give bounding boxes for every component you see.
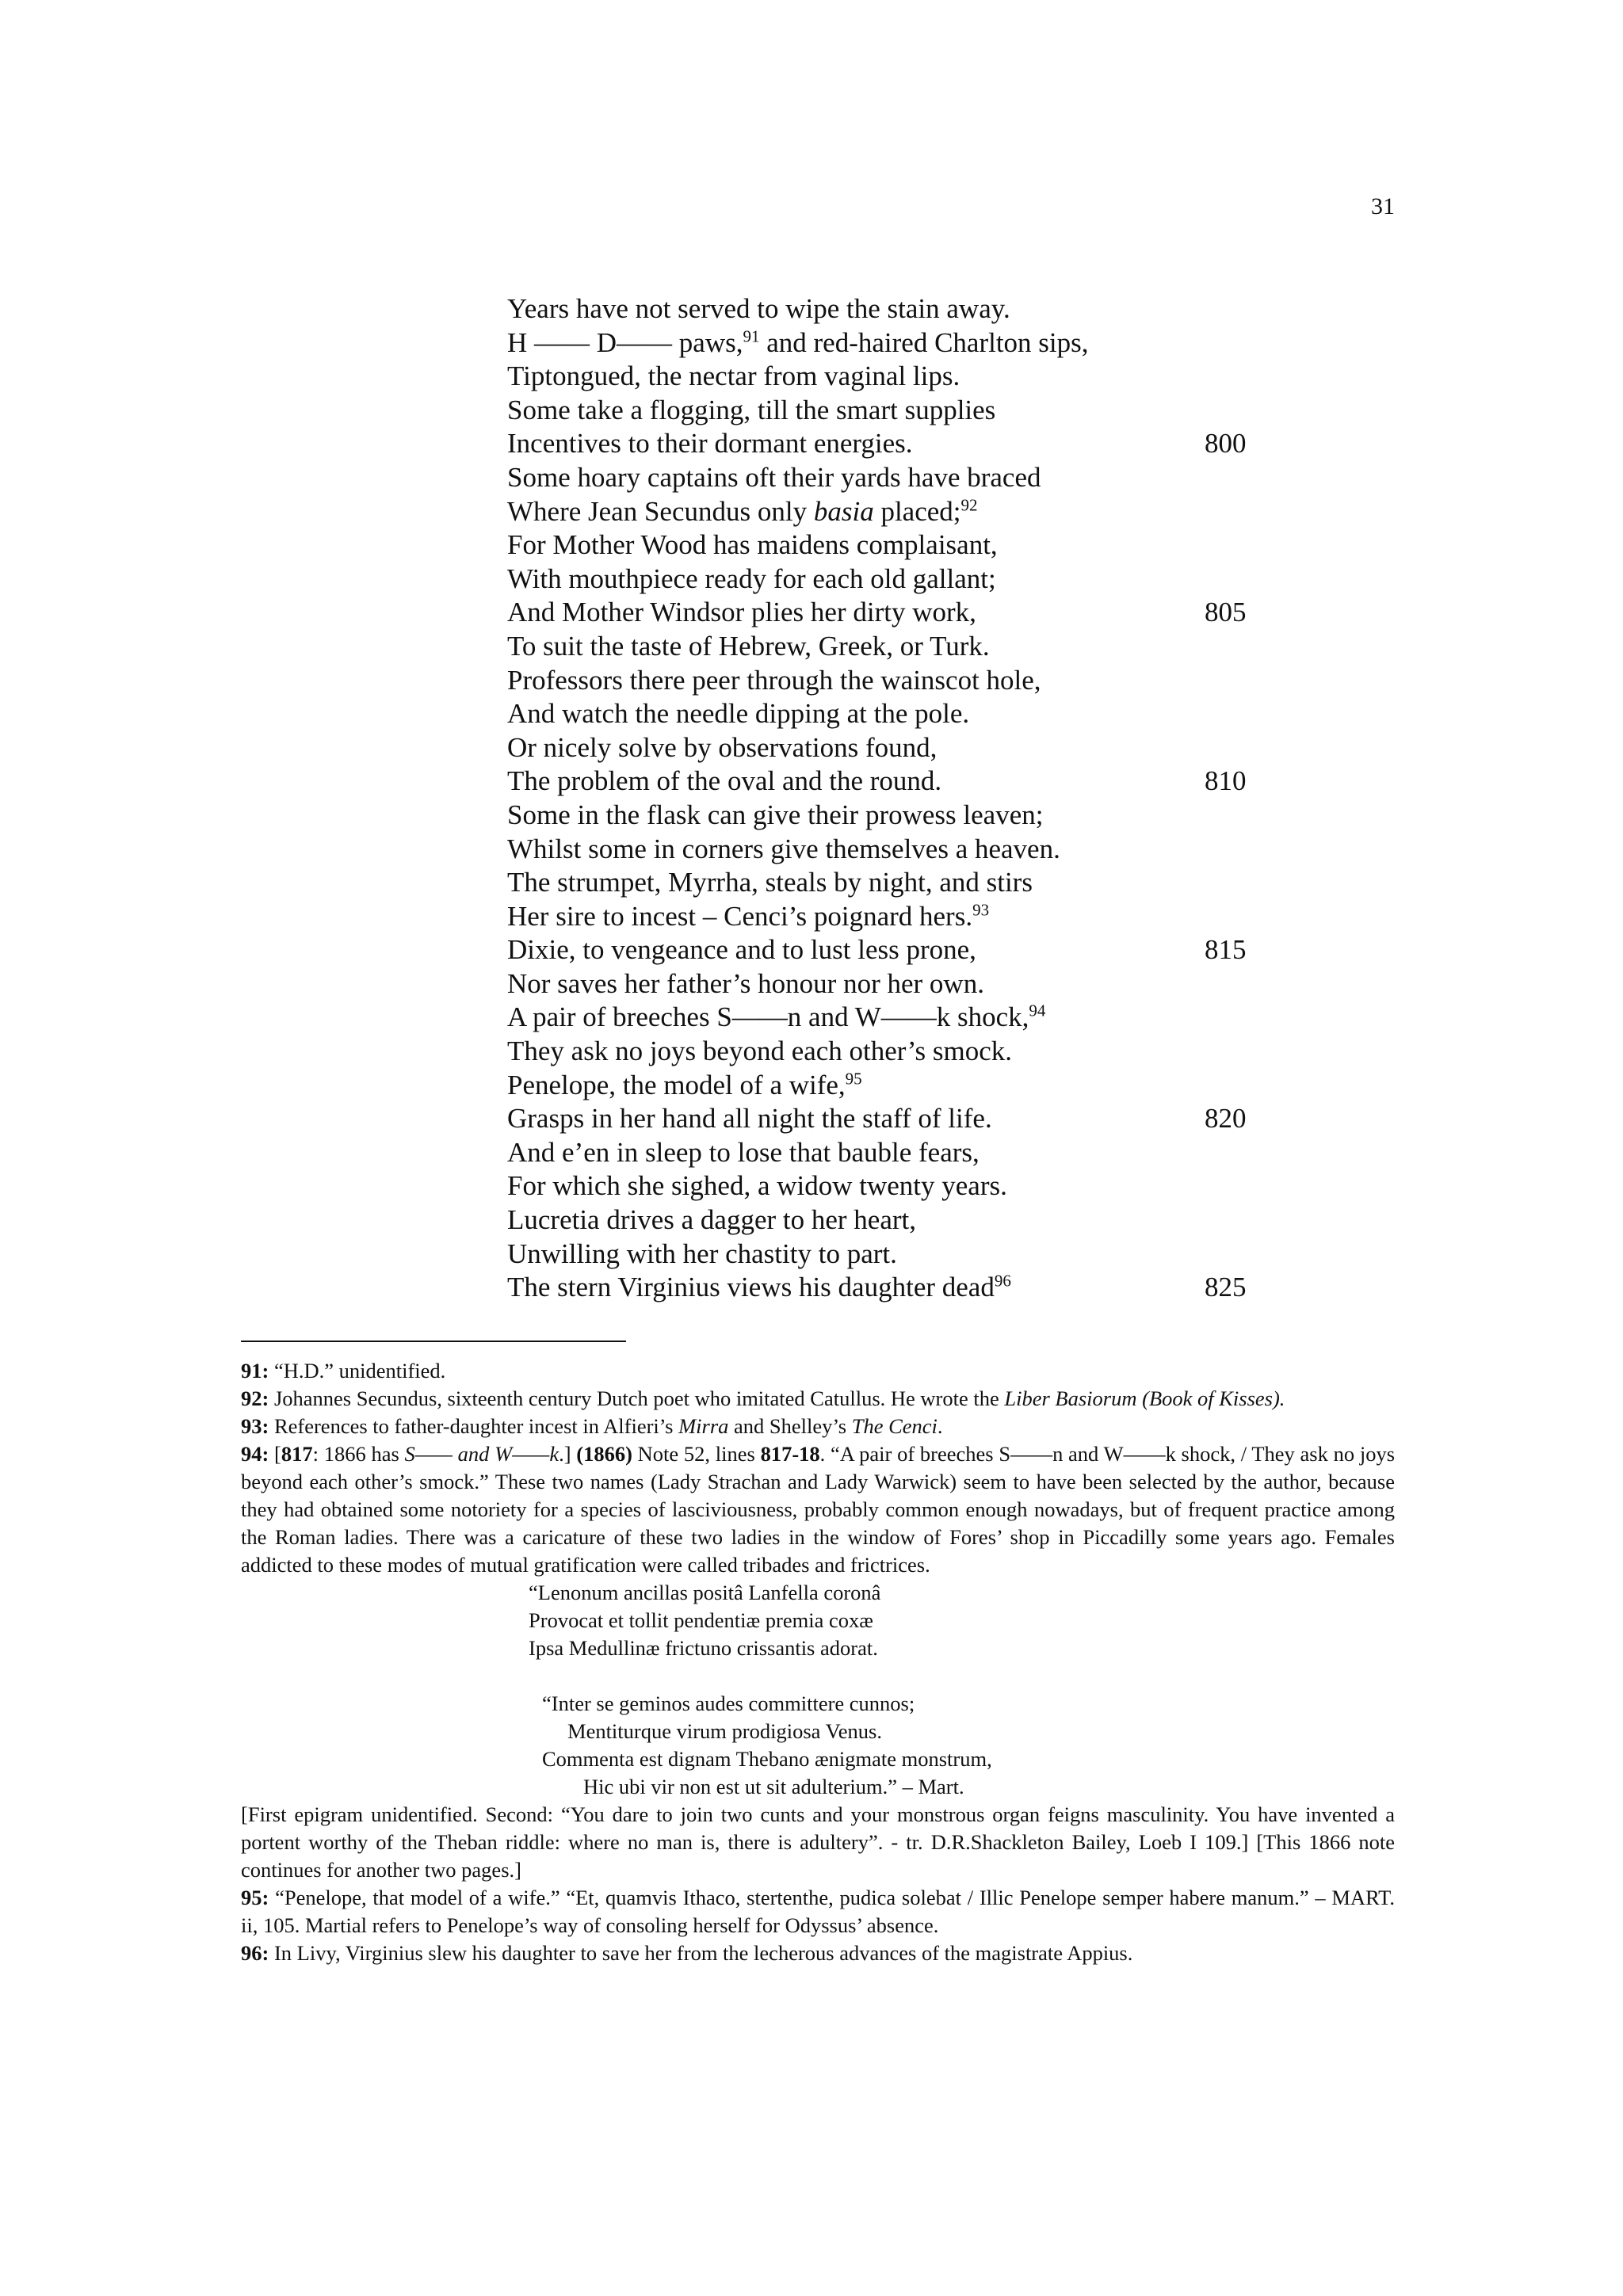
poem-line-text: Grasps in her hand all night the staff of life. <box>507 1103 992 1135</box>
footnote-96 <box>241 1939 1395 1967</box>
poem-line <box>507 967 1300 1001</box>
poem-line-text: Or nicely solve by observations found, <box>507 731 938 763</box>
poem-line-text: For Mother Wood has maidens complaisant, <box>507 529 998 561</box>
footnote-label: 91: <box>241 1359 269 1383</box>
poem-line-text: They ask no joys beyond each other’s smock. <box>507 1035 1012 1067</box>
poem-line <box>507 833 1300 867</box>
poem-line <box>507 900 1300 934</box>
poem-line <box>507 563 1300 597</box>
footnote-text: Johannes Secundus, sixteenth century Dutch poet who imitated Catullus. He wrote the <box>269 1386 1005 1410</box>
footnote-text: “H.D.” unidentified. <box>269 1359 446 1383</box>
poem-line-text: The strumpet, Myrrha, steals by night, and stirs <box>507 867 1033 898</box>
poem-text <box>507 292 1300 1305</box>
poem-line <box>507 933 1300 967</box>
footnote-text: : 1866 has <box>312 1442 405 1466</box>
footnote-ref-92: 92 <box>960 494 978 514</box>
latin-verse-quote-1 <box>529 1579 1395 1662</box>
poem-line-text: Some in the flask can give their prowess leaven; <box>507 799 1044 830</box>
poem-line-text: And watch the needle dipping at the pole. <box>507 698 970 730</box>
footnote-ref-94: 94 <box>1029 1001 1046 1020</box>
footnote-text: References to father-daughter incest in Alfieri’s <box>269 1414 679 1438</box>
footnote-text: .] <box>559 1442 577 1466</box>
verse-line: “Lenonum ancillas positâ Lanfella coronâ <box>529 1581 881 1604</box>
poem-line <box>507 799 1300 833</box>
poem-line-italic: basia <box>813 495 874 527</box>
footnote-label: 93: <box>241 1414 269 1438</box>
poem-line <box>507 697 1300 731</box>
poem-line <box>507 292 1300 326</box>
poem-line <box>507 1035 1300 1069</box>
footnote-ref-95: 95 <box>845 1069 862 1088</box>
poem-line-text: Penelope, the model of a wife, <box>507 1069 846 1100</box>
footnote-bold: 817-18 <box>760 1442 820 1466</box>
poem-line <box>507 1238 1300 1272</box>
line-number: 805 <box>1205 597 1247 628</box>
footnote-ref-96: 96 <box>994 1271 1011 1291</box>
poem-line-text: For which she sighed, a widow twenty years. <box>507 1170 1007 1202</box>
footnote-italic: S—— and W——k <box>404 1442 559 1466</box>
footnote-bold: (1866) <box>576 1442 632 1466</box>
poem-line-text: To suit the taste of Hebrew, Greek, or Turk. <box>507 630 990 662</box>
poem-line-text: The problem of the oval and the round. <box>507 765 942 797</box>
footnote-93 <box>241 1413 1395 1440</box>
poem-line <box>507 664 1300 698</box>
poem-line-text: And e’en in sleep to lose that bauble fears, <box>507 1136 980 1168</box>
poem-line-text: placed; <box>873 495 961 527</box>
poem-line-text: Years have not served to wipe the stain away. <box>507 293 1010 324</box>
footnote-text: and Shelley’s <box>728 1414 852 1438</box>
line-number: 820 <box>1205 1103 1247 1135</box>
verse-line: Ipsa Medullinæ frictuno crissantis adorat. <box>529 1636 878 1660</box>
footnote-94-continuation: [First epigram unidentified. Second: “You dare to join two cunts and your monstrous organ feigns masculinity. You have invented a portent worthy of the Theban riddle: where no man is, there is adultery”. - tr. D.R.Shackleton Bailey, Loeb I 109.] [This 1866 note continues for another two pages.] <box>241 1802 1395 1882</box>
poem-line <box>507 1001 1300 1035</box>
footnote-92 <box>241 1385 1395 1413</box>
footnote-95 <box>241 1884 1395 1939</box>
poem-line <box>507 731 1300 765</box>
poem-line-text: Whilst some in corners give themselves a heaven. <box>507 833 1060 864</box>
poem-line <box>507 596 1300 630</box>
footnote-label: 96: <box>241 1941 269 1965</box>
verse-line: Provocat et tollit pendentiæ premia coxæ <box>529 1608 873 1632</box>
line-number: 810 <box>1205 765 1247 797</box>
poem-line-text: The stern Virginius views his daughter dead <box>507 1272 995 1303</box>
poem-line <box>507 427 1300 461</box>
footnote-91 <box>241 1357 1395 1385</box>
footnote-text: . <box>937 1414 943 1438</box>
poem-line <box>507 394 1300 428</box>
poem-line-text: Some hoary captains oft their yards have braced <box>507 461 1041 493</box>
poem-line <box>507 630 1300 664</box>
poem-line <box>507 461 1300 495</box>
poem-line-text: Lucretia drives a dagger to her heart, <box>507 1204 916 1236</box>
poem-line-text: and red-haired Charlton sips, <box>759 326 1089 358</box>
footnote-italic: The Cenci <box>851 1414 938 1438</box>
poem-line <box>507 866 1300 900</box>
poem-line <box>507 326 1300 360</box>
poem-line-text: And Mother Windsor plies her dirty work, <box>507 597 976 628</box>
poem-line <box>507 1102 1300 1136</box>
poem-line-text: Incentives to their dormant energies. <box>507 428 913 460</box>
poem-line <box>507 360 1300 394</box>
footnote-text: [ <box>269 1442 281 1466</box>
latin-verse-quote-2 <box>241 1690 1395 1801</box>
poem-line-text: Unwilling with her chastity to part. <box>507 1238 897 1269</box>
poem-line <box>507 495 1300 529</box>
poem-line <box>507 1169 1300 1203</box>
footnote-label: 92: <box>241 1386 269 1410</box>
poem-line-text: H —— D—— paws, <box>507 326 743 358</box>
footnote-ref-91: 91 <box>743 326 760 345</box>
poem-line <box>507 528 1300 563</box>
poem-line <box>507 1271 1300 1305</box>
verse-line: Hic ubi vir non est ut sit adulterium.” – Mart. <box>583 1775 964 1798</box>
poem-line-text: Where Jean Secundus only <box>507 495 814 527</box>
footnote-separator <box>241 1341 626 1342</box>
poem-line-text: Some take a flogging, till the smart supplies <box>507 394 996 425</box>
poem-line <box>507 765 1300 799</box>
footnote-ref-93: 93 <box>972 900 990 920</box>
line-number: 825 <box>1205 1272 1247 1303</box>
poem-line <box>507 1136 1300 1170</box>
poem-line <box>507 1203 1300 1238</box>
poem-line <box>507 1069 1300 1103</box>
poem-line-text: Professors there peer through the wainscot hole, <box>507 664 1041 696</box>
poem-line-text: Dixie, to vengeance and to lust less prone, <box>507 934 976 966</box>
verse-line: Mentiturque virum prodigiosa Venus. <box>567 1719 882 1743</box>
footnote-italic: Liber Basiorum (Book of Kisses). <box>1004 1386 1285 1410</box>
poem-line-text: A pair of breeches S——n and W——k shock, <box>507 1001 1029 1033</box>
line-number: 800 <box>1205 428 1247 460</box>
footnote-label: 95: <box>241 1886 269 1909</box>
footnote-text: “Penelope, that model of a wife.” “Et, quamvis Ithaco, stertenthe, pudica solebat / Illic Penelope semper habere manum.” – MART. ii, 105. Martial refers to Penelope’s way of consoling herself for Odyssus’ absence. <box>241 1886 1395 1937</box>
verse-line: “Inter se geminos audes committere cunnos; <box>542 1691 915 1715</box>
footnote-text: Note 52, lines <box>632 1442 761 1466</box>
poem-line-text: Nor saves her father’s honour nor her own. <box>507 967 984 999</box>
footnote-label: 94: <box>241 1442 269 1466</box>
poem-line-text: With mouthpiece ready for each old gallant; <box>507 563 996 594</box>
poem-line-text: Tiptongued, the nectar from vaginal lips. <box>507 360 960 392</box>
poem-line-text: Her sire to incest – Cenci’s poignard hers. <box>507 900 973 932</box>
verse-line: Commenta est dignam Thebano ænigmate monstrum, <box>542 1747 992 1771</box>
footnote-text: . “A pair of breeches S——n and W——k shock, / They ask no joys beyond each other’s smock.” These two names (Lady Strachan and Lady Warwick) seem to have been selected by the author, because they had obtained some notoriety for a species of lasciviousness, probably common enough nowadays, but of frequent practice among the Roman ladies. There was a caricature of these two ladies in the window of Fores’ shop in Piccadilly some years ago. Females addicted to these modes of mutual gratification were called tribades and frictrices. <box>241 1442 1396 1577</box>
page-number: 31 <box>1371 193 1395 219</box>
footnote-text: In Livy, Virginius slew his daughter to save her from the lecherous advances of the magistrate Appius. <box>269 1941 1133 1965</box>
line-number: 815 <box>1205 934 1247 966</box>
footnote-94 <box>241 1440 1395 1579</box>
footnote-bold: 817 <box>281 1442 313 1466</box>
footnote-italic: Mirra <box>678 1414 729 1438</box>
footnotes <box>241 1357 1395 1967</box>
